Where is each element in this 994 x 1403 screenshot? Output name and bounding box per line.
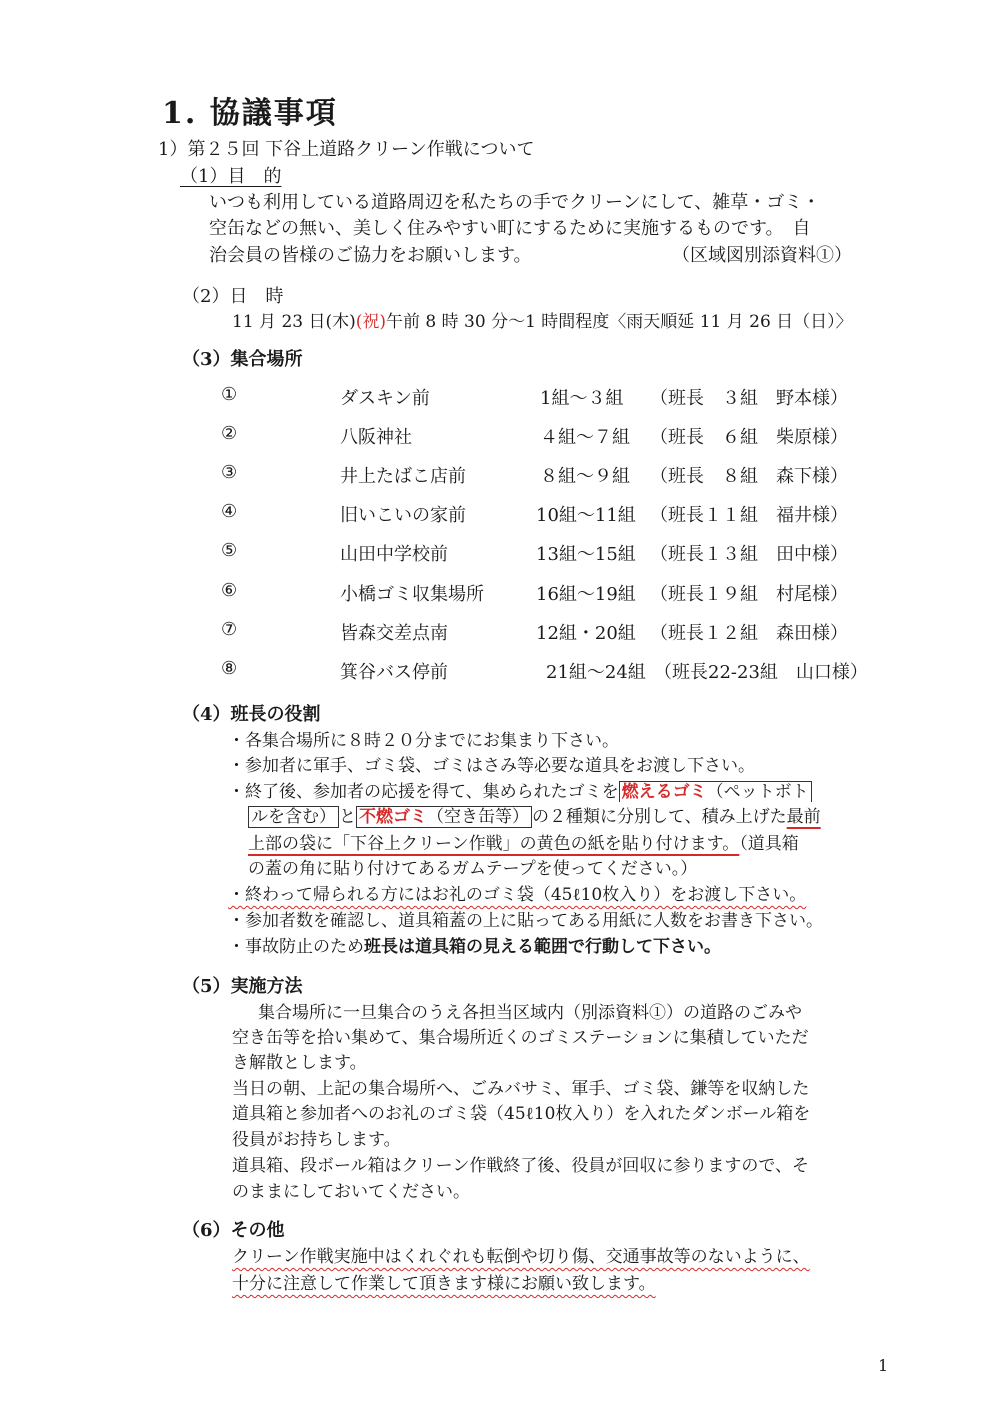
place-name: 八阪神社 (340, 427, 412, 448)
place-leader: （班長 ６組 柴原様） (650, 427, 848, 448)
nonburnable-label: 不燃ゴミ (359, 807, 427, 827)
role-bullet-5: ・参加者数を確認し、道具箱蓋の上に貼ってある用紙に人数をお書き下さい。 (228, 911, 823, 931)
place-number: ⑤ (221, 540, 238, 561)
place-leader: （班長１２組 森田様） (650, 623, 848, 644)
place-number: ③ (221, 462, 238, 483)
role-bullet-6-emphasis: 班長は道具箱の見える範囲で行動して下さい。 (364, 937, 721, 957)
place-name: 井上たばこ店前 (340, 466, 466, 487)
role-bullet-3-line-4: の蓋の角に貼り付けてあるガムテープを使ってください。） (248, 859, 698, 879)
purpose-label: （1）目 的 (180, 166, 282, 187)
place-leader: （班長１９組 村尾様） (650, 584, 848, 605)
method-line-1: 集合場所に一旦集合のうえ各担当区域内（別添資料①）の道路のごみや (258, 1003, 802, 1023)
role-bullet-3-line-3 (248, 829, 799, 854)
role-bullet-3-text: ・終了後、参加者の応援を得て、集められたゴミを (228, 782, 619, 802)
place-name: 皆森交差点南 (340, 623, 448, 644)
place-leader: （班長22-23組 山口様） (654, 662, 868, 683)
burnable-note-box: ルを含む） (248, 806, 339, 828)
item-title: 1）第２５回 下谷上道路クリーン作戦について (158, 139, 535, 160)
place-groups: 1組〜３組 (540, 388, 624, 409)
purpose-line-2: 空缶などの無い、美しく住みやすい町にするために実施するものです。 自 (209, 218, 811, 239)
place-groups: 16組〜19組 (536, 584, 636, 605)
role-bullet-6-text: ・事故防止のため (228, 937, 364, 957)
place-name: 旧いこいの家前 (340, 505, 466, 526)
datetime-date: 11 月 23 日(木) (232, 312, 356, 332)
purpose-line-1: いつも利用している道路周辺を私たちの手でクリーンにして、雑草・ゴミ・ (209, 192, 821, 213)
place-leader: （班長１１組 福井様） (650, 505, 848, 526)
burnable-box (619, 781, 812, 802)
place-groups: 10組〜11組 (536, 505, 636, 526)
place-number: ① (221, 384, 238, 405)
other-line-1: クリーン作戦実施中はくれぐれも転倒や切り傷、交通事故等のないように、 (232, 1247, 810, 1267)
datetime-value (232, 307, 853, 332)
place-name: ダスキン前 (340, 388, 430, 409)
place-number: ④ (221, 501, 238, 522)
datetime-label: （2）日 時 (182, 286, 284, 307)
other-line-2: 十分に注意して作業して頂きます様にお願い致します。 (232, 1274, 656, 1294)
place-name: 箕谷バス停前 (340, 662, 448, 683)
and-text: と (339, 807, 356, 827)
nonburnable-note: （空き缶等） (427, 807, 529, 827)
burnable-label: 燃えるゴミ (621, 782, 707, 802)
place-number: ⑥ (221, 580, 238, 601)
roles-label: （4）班長の役割 (182, 704, 321, 725)
method-line-8: のままにしておいてください。 (232, 1182, 470, 1202)
role-bullet-3-line-2 (248, 802, 821, 827)
place-groups: 13組〜15組 (536, 544, 636, 565)
datetime-time: 午前 8 時 30 分〜1 時間程度〈雨天順延 11 月 26 日（日）〉 (386, 312, 853, 332)
method-line-7: 道具箱、段ボール箱はクリーン作戦終了後、役員が回収に参りますので、そ (232, 1156, 809, 1176)
place-groups: ８組〜９組 (540, 466, 630, 487)
place-leader: （班長 ８組 森下様） (650, 466, 848, 487)
method-line-6: 役員がお持ちします。 (232, 1130, 401, 1150)
page-number: 1 (878, 1356, 889, 1375)
role-bullet-1: ・各集合場所に８時２０分までにお集まり下さい。 (228, 731, 619, 751)
section-heading: 1. 協議事項 (162, 96, 338, 131)
role-bullet-6 (228, 932, 721, 957)
yellow-paper-instruction: 上部の袋に「下谷上クリーン作戦」の黄色の紙を貼り付けます。 (248, 834, 740, 854)
role-bullet-4: ・終わって帰られる方にはお礼のゴミ袋（45ℓ10枚入り）をお渡し下さい。 (228, 885, 807, 905)
sort-text: の２種類に分別して、積み上げた (532, 807, 787, 827)
place-number: ⑧ (221, 658, 238, 679)
datetime-holiday: (祝) (355, 312, 387, 332)
method-line-2: 空き缶等を拾い集めて、集合場所近くのゴミステーションに集積していただ (232, 1028, 809, 1048)
place-name: 小橋ゴミ収集場所 (340, 584, 484, 605)
place-number: ⑦ (221, 619, 238, 640)
method-label: （5）実施方法 (182, 976, 303, 997)
role-bullet-2: ・参加者に軍手、ゴミ袋、ゴミはさみ等必要な道具をお渡し下さい。 (228, 756, 755, 776)
toolbox-note: （道具箱 (739, 834, 799, 854)
place-number: ② (221, 423, 238, 444)
purpose-reference: （区域図別添資料①） (672, 245, 852, 266)
method-line-5: 道具箱と参加者へのお礼のゴミ袋（45ℓ10枚入り）を入れたダンボール箱を (232, 1104, 811, 1124)
place-name: 山田中学校前 (340, 544, 448, 565)
purpose-line-3: 治会員の皆様のご協力をお願いします。 (209, 245, 532, 266)
top-text: 最前 (786, 807, 821, 827)
method-line-3: き解散とします。 (232, 1053, 367, 1073)
place-leader: （班長 ３組 野本様） (650, 388, 848, 409)
burnable-note: （ペットボト (706, 782, 809, 802)
places-label: （3）集合場所 (182, 349, 303, 370)
role-bullet-3-line-1 (228, 777, 812, 802)
place-groups: 12組・20組 (536, 623, 636, 644)
other-label: （6）その他 (182, 1220, 285, 1241)
method-line-4: 当日の朝、上記の集合場所へ、ごみバサミ、軍手、ゴミ袋、鎌等を収納した (232, 1079, 810, 1099)
place-groups: ４組〜７組 (540, 427, 630, 448)
place-leader: （班長１３組 田中様） (650, 544, 848, 565)
place-groups: 21組〜24組 (546, 662, 646, 683)
nonburnable-box (356, 806, 532, 828)
